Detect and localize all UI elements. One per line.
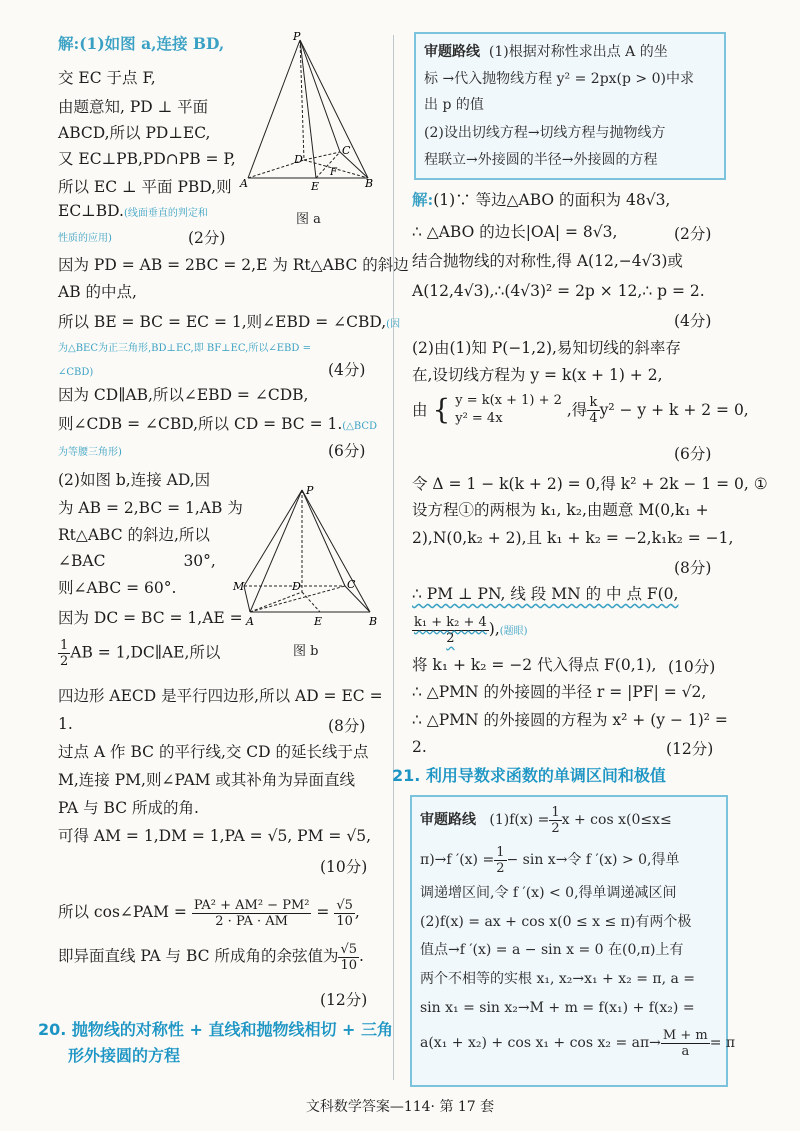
- text-span: ,得: [566, 401, 588, 419]
- text-line: 2.: [412, 738, 427, 756]
- fraction: [412, 615, 489, 646]
- score-label: (12分): [666, 740, 714, 758]
- text-span: EC⊥BD.: [58, 202, 124, 220]
- text-line: ∴ △PMN 的外接圆的半径 r = |PF| = √2,: [412, 683, 707, 701]
- text-span: (1)∵ 等边△ABO 的面积为 48√3,: [433, 191, 671, 209]
- text-line: 为 AB = 2,BC = 1,AB 为: [58, 499, 243, 517]
- text-line: [424, 42, 668, 62]
- text-span: y² − y + k + 2 = 0,: [599, 401, 749, 419]
- text-line: 因为 DC = BC = 1,AE =: [58, 609, 243, 627]
- text-line: [412, 190, 670, 210]
- numerator: PA² + AM² − PM²: [193, 897, 310, 913]
- denominator: a: [681, 1043, 690, 1059]
- text-line: ∴ △ABO 的边长|OA| = 8√3,: [412, 223, 618, 241]
- svg-text:F: F: [330, 167, 337, 178]
- text-line: [420, 803, 672, 837]
- numerator: √5: [340, 941, 358, 957]
- text-line: [58, 336, 311, 359]
- numerator: √5: [336, 897, 353, 913]
- fraction: [334, 898, 355, 929]
- text-line: 四边形 AECD 是平行四边形,所以 AD = EC =: [58, 687, 383, 705]
- score-label: (4分): [328, 361, 366, 379]
- text-line: [58, 938, 364, 974]
- section-20-title-cont: 形外接圆的方程: [68, 1046, 181, 1065]
- text-line: [58, 551, 216, 571]
- text-line: 所以 EC ⊥ 平面 PBD,则: [58, 178, 232, 196]
- text-line: [58, 226, 112, 249]
- svg-text:A: A: [246, 615, 254, 628]
- score-label: (4分): [674, 312, 712, 330]
- numerator: 1: [60, 638, 69, 653]
- text-span: AB = 1,DC∥AE,所以: [70, 643, 221, 662]
- denominator: 2 · PA · AM: [215, 913, 288, 929]
- text-line: [58, 440, 122, 463]
- score-label: (10分): [668, 658, 716, 676]
- text-line: (2)如图 b,连接 AD,因: [58, 471, 211, 489]
- fraction: [587, 395, 599, 426]
- text-span: = π: [709, 1035, 736, 1051]
- denominator: 10: [336, 913, 353, 929]
- text-line: 过点 A 作 BC 的平行线,交 CD 的延长线于点: [58, 743, 369, 761]
- equation-system: [455, 392, 562, 428]
- equation: y = k(x + 1) + 2: [455, 393, 562, 408]
- text-line: (2)由(1)知 P(−1,2),易知切线的斜率存: [412, 339, 681, 357]
- svg-text:B: B: [365, 177, 374, 190]
- text-span: 即异面直线 PA 与 BC 所成角的余弦值为: [58, 947, 339, 965]
- solution-label: 解:: [412, 190, 434, 209]
- svg-text:C: C: [342, 144, 351, 157]
- system-brace: {: [432, 393, 451, 426]
- equation: y² = 4x: [455, 411, 503, 426]
- text-line: ABCD,所以 PD⊥EC,: [58, 124, 211, 142]
- text-line: 因为 PD = AB = 2BC = 2,E 为 Rt△ABC 的斜边: [58, 256, 409, 274]
- figure-b-pyramid: [230, 480, 380, 630]
- numerator: 1: [551, 804, 560, 820]
- text-span: (1)f(x) =: [489, 812, 550, 828]
- denominator: 4: [589, 410, 598, 426]
- text-line: 结合抛物线的对称性,得 A(12,−4√3)或: [412, 252, 683, 270]
- score-label: (8分): [328, 717, 366, 735]
- text-span: a(x₁ + x₂) + cos x₁ + cos x₂ = aπ→: [420, 1035, 661, 1051]
- text-line: [58, 638, 220, 669]
- text-line: [420, 843, 680, 877]
- svg-text:P: P: [306, 484, 314, 497]
- text-line: [58, 892, 360, 932]
- numerator: 1: [496, 844, 505, 860]
- annotation-note: 为等腰三角形): [58, 447, 122, 458]
- denominator: 10: [340, 957, 357, 973]
- figure-a-caption: 图 a: [296, 212, 321, 227]
- solution-line-1: 解:(1)如图 a,连接 BD,: [58, 34, 225, 53]
- text-line: [412, 390, 749, 430]
- text-line: 因为 CD∥AB,所以∠EBD = ∠CDB,: [58, 386, 309, 404]
- text-span: 所以 cos∠PAM =: [58, 903, 187, 921]
- fraction: [192, 898, 312, 929]
- fraction: [549, 805, 561, 836]
- text-line: 2),N(0,k₂ + 2),且 k₁ + k₂ = −2,k₁k₂ = −1,: [412, 529, 734, 547]
- text-span: ),: [488, 620, 500, 638]
- numerator: k: [587, 395, 599, 411]
- svg-text:D: D: [294, 153, 303, 166]
- svg-text:A: A: [240, 177, 248, 190]
- fraction: [58, 638, 70, 669]
- denominator: 2: [551, 820, 560, 836]
- text-line: (2)f(x) = ax + cos x(0 ≤ x ≤ π)有两个极: [420, 914, 692, 930]
- svg-text:C: C: [347, 578, 356, 591]
- figure-b-caption: 图 b: [293, 644, 319, 659]
- numerator: k₁ + k₂ + 4: [414, 614, 487, 630]
- svg-text:D: D: [292, 580, 301, 593]
- text-span: x + cos x(0≤x≤: [561, 812, 672, 828]
- text-span: (1)根据对称性求出点 A 的坐: [488, 44, 668, 60]
- text-line: 由题意知, PD ⊥ 平面: [58, 98, 209, 116]
- denominator: 2: [496, 860, 505, 876]
- svg-text:M: M: [233, 580, 245, 593]
- text-line: [412, 610, 528, 651]
- text-span: 30°,: [183, 552, 216, 570]
- box-label: 审题路线: [420, 812, 476, 828]
- text-span: 则∠CDB = ∠CBD,所以 CD = BC = 1.: [58, 415, 343, 433]
- text-line: 又 EC⊥PB,PD∩PB = P,: [58, 150, 236, 168]
- svg-text:B: B: [369, 615, 378, 628]
- numerator: M + m: [662, 1027, 708, 1043]
- text-line: AB 的中点,: [58, 283, 137, 301]
- text-span: .: [359, 947, 364, 965]
- score-label: (2分): [188, 229, 226, 247]
- score-label: (8分): [674, 559, 712, 577]
- text-line: (2)设出切线方程→切线方程与抛物线方: [424, 125, 666, 141]
- fraction: [661, 1028, 710, 1059]
- text-span: π)→f ′(x) =: [420, 852, 495, 868]
- text-line: ∴ △PMN 的外接圆的方程为 x² + (y − 1)² =: [412, 711, 728, 729]
- text-line: 出 p 的值: [424, 97, 484, 113]
- annotation-note: (题眼): [499, 626, 528, 637]
- annotation-note: (△BCD: [342, 421, 378, 432]
- section-21-title: 21. 利用导数求函数的单调区间和极值: [392, 766, 666, 785]
- review-route-box-2: [410, 795, 736, 1087]
- text-line: 令 Δ = 1 − k(k + 2) = 0,得 k² + 2k − 1 = 0, ①: [412, 475, 768, 493]
- text-span: 所以 BE = BC = EC = 1,则∠EBD = ∠CBD,: [58, 313, 387, 331]
- text-line: 则∠ABC = 60°.: [58, 579, 177, 597]
- text-line: A(12,4√3),∴(4√3)² = 2p × 12,∴ p = 2.: [412, 282, 705, 300]
- denominator: 2: [60, 654, 69, 669]
- text-line: 设方程①的两根为 k₁, k₂,由题意 M(0,k₁ +: [412, 501, 709, 519]
- text-line: 1.: [58, 715, 73, 733]
- text-span: =: [316, 903, 330, 921]
- text-line: 程联立→外接圆的半径→外接圆的方程: [424, 152, 658, 168]
- text-line: ∴ PM ⊥ PN, 线 段 MN 的 中 点 F(0,: [412, 585, 679, 603]
- svg-text:E: E: [314, 615, 323, 628]
- text-line: Rt△ABC 的斜边,所以: [58, 526, 210, 544]
- score-label: (2分): [674, 225, 712, 243]
- score-label: (12分): [320, 991, 368, 1009]
- text-line: M,连接 PM,则∠PAM 或其补角为异面直线: [58, 771, 355, 789]
- box-label: 审题路线: [424, 44, 480, 60]
- svg-text:E: E: [311, 180, 320, 190]
- annotation-note: 为△BEC为正三角形,BD⊥EC,即 BF⊥EC,所以∠EBD =: [58, 343, 311, 354]
- text-span: − sin x→令 f ′(x) > 0,得单: [506, 852, 680, 868]
- figure-a-pyramid: [238, 30, 378, 190]
- text-line: [58, 201, 208, 224]
- score-label: (6分): [328, 442, 366, 460]
- annotation-note: (因: [386, 319, 401, 330]
- fraction: [494, 845, 506, 876]
- text-line: 在,设切线方程为 y = k(x + 1) + 2,: [412, 366, 663, 384]
- score-label: (10分): [320, 858, 368, 876]
- text-line: 两个不相等的实根 x₁, x₂→x₁ + x₂ = π, a =: [420, 971, 696, 987]
- denominator: 2: [446, 630, 455, 646]
- text-line: 值点→f ′(x) = a − sin x = 0 在(0,π)上有: [420, 942, 684, 958]
- text-line: 调递增区间,令 f ′(x) < 0,得单调递减区间: [420, 885, 677, 901]
- column-divider: [393, 35, 394, 1080]
- annotation-note: (线面垂直的判定和: [123, 208, 208, 219]
- text-line: [420, 1025, 735, 1061]
- text-line: [58, 312, 400, 335]
- section-20-title: 20. 抛物线的对称性 + 直线和抛物线相切 + 三角: [38, 1020, 394, 1039]
- text-line: 交 EC 于点 F,: [58, 69, 156, 87]
- fraction: [338, 942, 359, 973]
- text-line: PA 与 BC 所成的角.: [58, 799, 199, 817]
- text-span: ,: [354, 903, 360, 921]
- text-line: 可得 AM = 1,DM = 1,PA = √5, PM = √5,: [58, 827, 371, 845]
- text-line: [58, 414, 377, 437]
- annotation-note: ∠CBD): [58, 367, 94, 378]
- text-line: [58, 360, 93, 383]
- annotation-note: 性质的应用): [58, 233, 112, 244]
- text-line: sin x₁ = sin x₂→M + m = f(x₁) + f(x₂) =: [420, 1000, 695, 1016]
- page-footer: 文科数学答案—114· 第 17 套: [305, 1099, 495, 1115]
- svg-text:P: P: [293, 30, 301, 43]
- score-label: (6分): [674, 445, 712, 463]
- text-span: ∠BAC: [58, 552, 106, 570]
- text-span: 由: [412, 401, 428, 419]
- text-line: 将 k₁ + k₂ = −2 代入得点 F(0,1),: [412, 656, 657, 674]
- text-line: 标 →代入抛物线方程 y² = 2px(p > 0)中求: [424, 71, 694, 87]
- text-line: [58, 34, 224, 54]
- review-route-box-1: [414, 32, 726, 180]
